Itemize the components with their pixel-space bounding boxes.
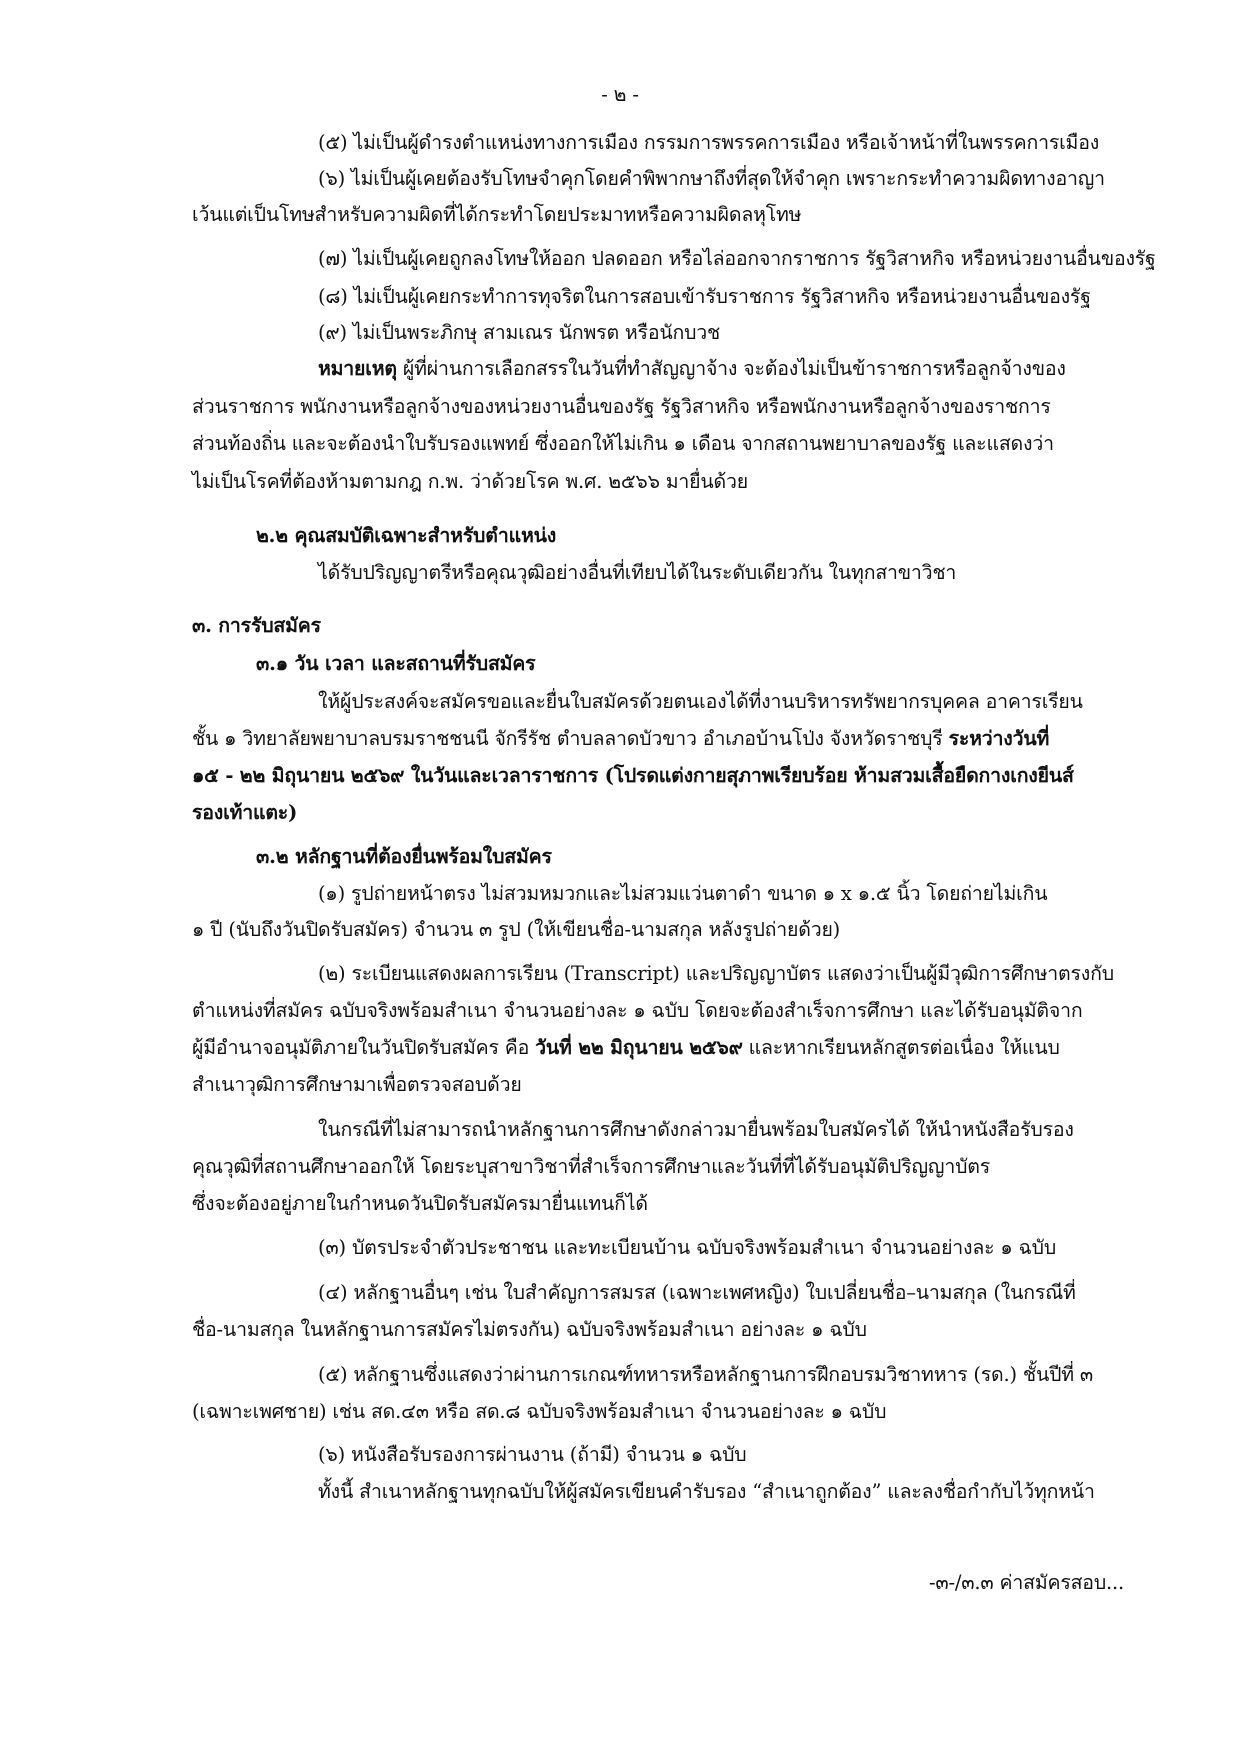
education-alt-line-3: ซึ่งจะต้องอยู่ภายในกำหนดวันปิดรับสมัครมายื่นแทนก็ได้ bbox=[192, 1192, 648, 1215]
section-3-1-line-2 bbox=[0, 722, 1240, 756]
approval-deadline-suffix: และหากเรียนหลักสูตรต่อเนื่อง ให้แนบ bbox=[742, 1036, 1060, 1059]
document-item-5-cont: (เฉพาะเพศชาย) เช่น สด.๔๓ หรือ สด.๘ ฉบับจริงพร้อมสำเนา จำนวนอย่างละ ๑ ฉบับ bbox=[192, 1400, 887, 1423]
section-3-1-line-1: ให้ผู้ประสงค์จะสมัครขอและยื่นใบสมัครด้วยตนเองได้ที่งานบริหารทรัพยากรบุคคล อาคารเรียน bbox=[318, 690, 1083, 713]
remark-line-4: ไม่เป็นโรคที่ต้องห้ามตามกฎ ก.พ. ว่าด้วยโรค พ.ศ. ๒๕๖๖ มายื่นด้วย bbox=[192, 470, 748, 493]
page-number: - ๒ - bbox=[601, 83, 639, 106]
qualification-item-9: (๙) ไม่เป็นพระภิกษุ สามเณร นักพรต หรือนักบวช bbox=[318, 321, 721, 344]
document-item-1-cont: ๑ ปี (นับถึงวันปิดรับสมัคร) จำนวน ๓ รูป (ให้เขียนชื่อ-นามสกุล หลังรูปถ่ายด้วย) bbox=[192, 918, 841, 941]
document-item-2-cont-3: สำเนาวุฒิการศึกษามาเพื่อตรวจสอบด้วย bbox=[192, 1073, 522, 1096]
section-2-2-text: ได้รับปริญญาตรีหรือคุณวุฒิอย่างอื่นที่เทียบได้ในระดับเดียวกัน ในทุกสาขาวิชา bbox=[318, 561, 957, 584]
application-dress-code: รองเท้าแตะ) bbox=[192, 801, 298, 824]
approval-deadline-date: วันที่ ๒๒ มิถุนายน ๒๕๖๙ bbox=[535, 1036, 743, 1059]
copy-certification-note: ทั้งนี้ สำเนาหลักฐานทุกฉบับให้ผู้สมัครเขียนคำรับรอง “สำเนาถูกต้อง” และลงชื่อกำกับไว้ทุกหน้า bbox=[318, 1480, 1095, 1503]
document-item-2-cont-1: ตำแหน่งที่สมัคร ฉบับจริงพร้อมสำเนา จำนวนอย่างละ ๑ ฉบับ โดยจะต้องสำเร็จการศึกษา และได้รับอนุมัติจาก bbox=[192, 999, 1083, 1022]
application-period-dates: ๑๕ - ๒๒ มิถุนายน ๒๕๖๙ ในวันและเวลาราชการ (โปรดแต่งกายสุภาพเรียบร้อย ห้ามสวมเสื้อยืดกางเกงยีนส์ bbox=[192, 764, 1074, 787]
application-period-label: ระหว่างวันที่ bbox=[948, 727, 1050, 750]
qualification-item-7: (๗) ไม่เป็นผู้เคยถูกลงโทษให้ออก ปลดออก หรือไล่ออกจากราชการ รัฐวิสาหกิจ หรือหน่วยงานอื่นของรัฐ bbox=[318, 247, 1156, 270]
document-item-3: (๓) บัตรประจำตัวประชาชน และทะเบียนบ้าน ฉบับจริงพร้อมสำเนา จำนวนอย่างละ ๑ ฉบับ bbox=[318, 1236, 1056, 1259]
document-item-4-cont: ชื่อ-นามสกุล ในหลักฐานการสมัครไม่ตรงกัน) ฉบับจริงพร้อมสำเนา อย่างละ ๑ ฉบับ bbox=[192, 1318, 867, 1341]
education-alt-line-1: ในกรณีที่ไม่สามารถนำหลักฐานการศึกษาดังกล่าวมายื่นพร้อมใบสมัครได้ ให้นำหนังสือรับรอง bbox=[318, 1118, 1074, 1141]
remark-label: หมายเหตุ bbox=[318, 357, 397, 380]
document-item-6: (๖) หนังสือรับรองการผ่านงาน (ถ้ามี) จำนวน ๑ ฉบับ bbox=[318, 1443, 747, 1466]
section-3-heading: ๓. การรับสมัคร bbox=[192, 614, 321, 637]
approval-deadline-prefix: ผู้มีอำนาจอนุมัติภายในวันปิดรับสมัคร คือ bbox=[192, 1036, 536, 1059]
section-2-2-heading: ๒.๒ คุณสมบัติเฉพาะสำหรับตำแหน่ง bbox=[256, 524, 557, 547]
section-3-2-heading: ๓.๒ หลักฐานที่ต้องยื่นพร้อมใบสมัคร bbox=[256, 845, 552, 868]
application-place: ชั้น ๑ วิทยาลัยพยาบาลบรมราชชนนี จักรีรัช ตำบลลาดบัวขาว อำเภอบ้านโป่ง จังหวัดราชบุรี bbox=[192, 727, 949, 750]
remark-line-3: ส่วนท้องถิ่น และจะต้องนำใบรับรองแพทย์ ซึ่งออกให้ไม่เกิน ๑ เดือน จากสถานพยาบาลของรัฐ และแสดงว่า bbox=[192, 432, 1054, 455]
remark-text: ผู้ที่ผ่านการเลือกสรรในวันที่ทำสัญญาจ้าง จะต้องไม่เป็นข้าราชการหรือลูกจ้างของ bbox=[396, 357, 1066, 380]
document-item-2: (๒) ระเบียนแสดงผลการเรียน (Transcript) และปริญญาบัตร แสดงว่าเป็นผู้มีวุฒิการศึกษาตรงกับ bbox=[318, 962, 1114, 985]
remark-line bbox=[0, 352, 1240, 386]
qualification-item-5: (๕) ไม่เป็นผู้ดำรงตำแหน่งทางการเมือง กรรมการพรรคการเมือง หรือเจ้าหน้าที่ในพรรคการเมือง bbox=[318, 131, 1100, 154]
document-item-5: (๕) หลักฐานซึ่งแสดงว่าผ่านการเกณฑ์ทหารหรือหลักฐานการฝึกอบรมวิชาทหาร (รด.) ชั้นปีที่ ๓ bbox=[318, 1363, 1094, 1386]
next-page-reference: -๓-/๓.๓ ค่าสมัครสอบ... bbox=[929, 1571, 1124, 1594]
document-item-1: (๑) รูปถ่ายหน้าตรง ไม่สวมหมวกและไม่สวมแว่นตาดำ ขนาด ๑ x ๑.๕ นิ้ว โดยถ่ายไม่เกิน bbox=[318, 882, 1048, 905]
qualification-item-6: (๖) ไม่เป็นผู้เคยต้องรับโทษจำคุกโดยคำพิพากษาถึงที่สุดให้จำคุก เพราะกระทำความผิดทางอาญา bbox=[318, 167, 1105, 190]
document-item-4: (๔) หลักฐานอื่นๆ เช่น ใบสำคัญการสมรส (เฉพาะเพศหญิง) ใบเปลี่ยนชื่อ–นามสกุล (ในกรณีที่ bbox=[318, 1281, 1076, 1304]
qualification-item-8: (๘) ไม่เป็นผู้เคยกระทำการทุจริตในการสอบเข้ารับราชการ รัฐวิสาหกิจ หรือหน่วยงานอื่นของรัฐ bbox=[318, 285, 1091, 308]
section-3-1-heading: ๓.๑ วัน เวลา และสถานที่รับสมัคร bbox=[256, 652, 536, 675]
education-alt-line-2: คุณวุฒิที่สถานศึกษาออกให้ โดยระบุสาขาวิชาที่สำเร็จการศึกษาและวันที่ที่ได้รับอนุมัติปริญญาบัตร bbox=[192, 1155, 990, 1178]
document-item-2-cont-2 bbox=[0, 1031, 1240, 1065]
remark-line-2: ส่วนราชการ พนักงานหรือลูกจ้างของหน่วยงานอื่นของรัฐ รัฐวิสาหกิจ หรือพนักงานหรือลูกจ้างของราชการ bbox=[192, 395, 1051, 418]
qualification-item-6-cont: เว้นแต่เป็นโทษสำหรับความผิดที่ได้กระทำโดยประมาทหรือความผิดลหุโทษ bbox=[192, 203, 802, 226]
